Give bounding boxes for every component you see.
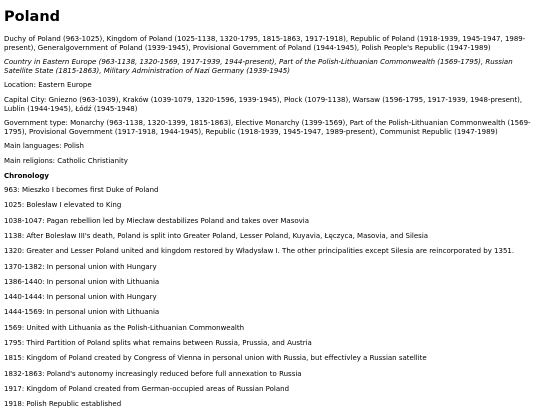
government-paragraph: Government type: Monarchy (963-1138, 1320-1399, 1815-1863), Elective Monarchy (1399-1569), Part of the Polish-Lithuanian Commonwealth (1569-1795), Provisional Government (1917-1918, 1944-1945), Republic (1918-1939, 1945-1947, 1989-present), Communist Republic (1947-1989) [4, 119, 531, 136]
chronology-list [4, 186, 536, 409]
chronology-item: 1444-1569: In personal union with Lithuania [4, 308, 160, 317]
chronology-item: 963: Mieszko I becomes first Duke of Poland [4, 186, 159, 195]
languages-line: Main languages: Polish [4, 142, 84, 151]
chronology-item: 1569: United with Lithuania as the Polish-Lithuanian Commonwealth [4, 323, 245, 332]
chronology-item: 1370-1382: In personal union with Hungary [4, 262, 157, 271]
chronology-item: 1795: Third Partition of Poland splits what remains between Russia, Prussia, and Austria [4, 338, 312, 347]
chronology-item: 1138: After Bolesław III's death, Poland is split into Greater Poland, Lesser Poland, Kuyavia, Łęczyca, Masovia, and Silesia [4, 231, 429, 240]
chronology-item: 1386-1440: In personal union with Lithuania [4, 277, 160, 286]
chronology-item: 1025: Bolesław I elevated to King [4, 201, 122, 210]
chronology-item: 1320: Greater and Lesser Poland united and kingdom restored by Władysław I. The other principalities except Silesia are reincorporated by 1351. [4, 247, 515, 256]
location-line: Location: Eastern Europe [4, 81, 92, 90]
capital-paragraph: Capital City: Gniezno (963-1039), Kraków (1039-1079, 1320-1596, 1939-1945), Płock (1079-1138), Warsaw (1596-1795, 1917-1939, 1948-present), Lublin (1944-1945), Łódź (1945-1948) [4, 95, 523, 113]
chronology-item: 1917: Kingdom of Poland created from German-occupied areas of Russian Poland [4, 384, 290, 393]
chronology-item: 1038-1047: Pagan rebellion led by Miecław destabilizes Poland and takes over Masovia [4, 216, 310, 225]
page-title: Poland [4, 9, 61, 25]
religions-line: Main religions: Catholic Christianity [4, 156, 128, 165]
chronology-item: 1918: Polish Republic established [4, 400, 122, 409]
periods-paragraph: Country in Eastern Europe (963-1138, 1320-1569, 1917-1939, 1944-present), Part of the Polish-Lithuanian Commonwealth (1569-1795), Russian Satellite State (1815-1863), Military Administration of Nazi Germany (1939-1945) [4, 58, 513, 75]
chronology-item: 1815: Kingdom of Poland created by Congress of Vienna in personal union with Russia, but effectivley a Russian satellite [4, 354, 427, 363]
chronology-heading: Chronology [4, 171, 49, 180]
states-paragraph: Duchy of Poland (963-1025), Kingdom of Poland (1025-1138, 1320-1795, 1815-1863, 1917-1918), Republic of Poland (1918-1939, 1945-1947, 1989-present), Generalgovernment of Poland (1939-1945), Provisional Government of Poland (1944-1945), Polish People's Republic (1947-1989) [4, 35, 526, 52]
chronology-item: 1440-1444: In personal union with Hungary [4, 293, 157, 302]
chronology-item: 1832-1863: Poland's autonomy increasingly reduced before full annexation to Russia [4, 369, 302, 378]
